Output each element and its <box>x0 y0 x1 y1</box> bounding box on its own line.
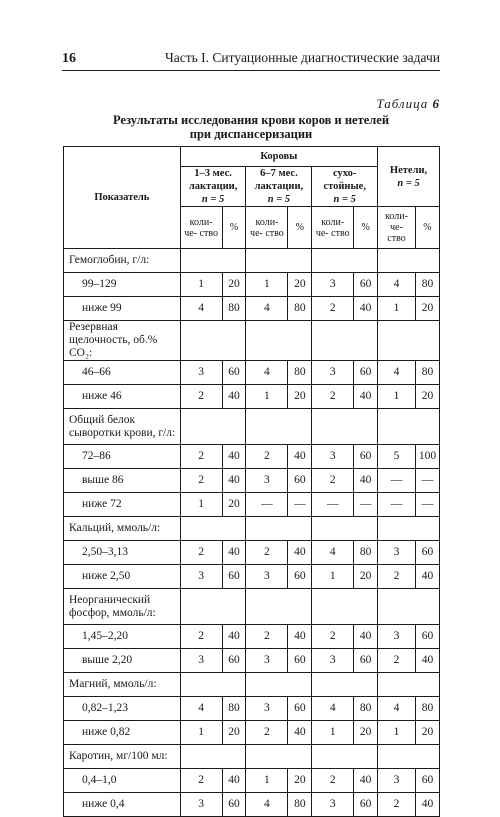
count-cell: 2 <box>378 793 416 817</box>
indicator-group-row <box>64 249 440 273</box>
empty-cell <box>288 673 312 697</box>
heifers-label: Нетели, <box>389 164 428 176</box>
count-cell: 3 <box>378 625 416 649</box>
pct-header: % <box>354 207 378 249</box>
count-cell: 4 <box>378 273 416 297</box>
empty-cell <box>312 321 354 361</box>
empty-cell <box>354 517 378 541</box>
count-cell: 3 <box>312 273 354 297</box>
percent-cell: — <box>288 493 312 517</box>
percent-cell: 60 <box>354 273 378 297</box>
empty-cell <box>288 517 312 541</box>
empty-cell <box>354 589 378 625</box>
count-cell: 2 <box>180 625 222 649</box>
percent-cell: 80 <box>415 273 439 297</box>
page-number: 16 <box>62 51 76 66</box>
table-row <box>64 625 440 649</box>
percent-cell: — <box>354 493 378 517</box>
percent-cell: 80 <box>288 297 312 321</box>
table-row <box>64 769 440 793</box>
percent-cell: 80 <box>415 361 439 385</box>
count-cell: 1 <box>246 273 288 297</box>
empty-cell <box>378 321 416 361</box>
count-cell: 2 <box>312 625 354 649</box>
range-label: ниже 99 <box>64 297 181 321</box>
empty-cell <box>415 321 439 361</box>
range-label: ниже 72 <box>64 493 181 517</box>
indicator-group-row <box>64 673 440 697</box>
pct-header: % <box>288 207 312 249</box>
count-cell: 4 <box>246 297 288 321</box>
count-cell: 4 <box>312 541 354 565</box>
percent-cell: 40 <box>222 769 246 793</box>
table-row <box>64 493 440 517</box>
percent-cell: — <box>415 493 439 517</box>
empty-cell <box>354 673 378 697</box>
empty-cell <box>222 409 246 445</box>
group3-n: n = 5 <box>333 194 356 205</box>
count-cell: 4 <box>246 361 288 385</box>
empty-cell <box>378 517 416 541</box>
heifers-header <box>378 147 440 207</box>
percent-cell: 20 <box>222 721 246 745</box>
range-label: 99–129 <box>64 273 181 297</box>
count-cell: 3 <box>378 769 416 793</box>
table-row <box>64 445 440 469</box>
range-label: ниже 0,4 <box>64 793 181 817</box>
qty-header: коли- че- ство <box>180 207 222 249</box>
table-row <box>64 297 440 321</box>
count-cell: 2 <box>312 297 354 321</box>
qty-header: коли- че- ство <box>312 207 354 249</box>
empty-cell <box>415 589 439 625</box>
pct-header: % <box>222 207 246 249</box>
heifers-n: n = 5 <box>397 177 420 189</box>
empty-cell <box>246 249 288 273</box>
count-cell: 4 <box>378 361 416 385</box>
empty-cell <box>354 409 378 445</box>
empty-cell <box>222 321 246 361</box>
percent-cell: 100 <box>415 445 439 469</box>
range-label: 2,50–3,13 <box>64 541 181 565</box>
empty-cell <box>222 249 246 273</box>
empty-cell <box>312 249 354 273</box>
range-label: ниже 46 <box>64 385 181 409</box>
percent-cell: 80 <box>415 697 439 721</box>
percent-cell: 20 <box>222 493 246 517</box>
qty-header: коли- че- ство <box>246 207 288 249</box>
percent-cell: 60 <box>354 793 378 817</box>
percent-cell: 60 <box>354 445 378 469</box>
count-cell: 2 <box>312 469 354 493</box>
count-cell: 1 <box>378 297 416 321</box>
table-row <box>64 541 440 565</box>
table-body <box>64 249 440 817</box>
empty-cell <box>288 745 312 769</box>
empty-cell <box>180 745 222 769</box>
count-cell: — <box>312 493 354 517</box>
table-row <box>64 649 440 673</box>
percent-cell: 40 <box>354 625 378 649</box>
percent-cell: 40 <box>354 385 378 409</box>
empty-cell <box>288 249 312 273</box>
count-cell: 1 <box>312 565 354 589</box>
count-cell: 3 <box>378 541 416 565</box>
table-label-number: 6 <box>432 96 440 111</box>
empty-cell <box>312 673 354 697</box>
empty-cell <box>378 589 416 625</box>
count-cell: 2 <box>180 541 222 565</box>
percent-cell: 40 <box>222 625 246 649</box>
empty-cell <box>180 589 222 625</box>
empty-cell <box>312 517 354 541</box>
count-cell: 1 <box>180 721 222 745</box>
count-cell: 3 <box>312 361 354 385</box>
percent-cell: 40 <box>354 769 378 793</box>
count-cell: 1 <box>378 385 416 409</box>
table-row <box>64 385 440 409</box>
empty-cell <box>415 745 439 769</box>
table-row <box>64 697 440 721</box>
cows-header: Коровы <box>180 147 377 167</box>
qty-header: коли- че- ство <box>378 207 416 249</box>
count-cell: 2 <box>246 721 288 745</box>
empty-cell <box>354 745 378 769</box>
empty-cell <box>354 321 378 361</box>
indicator-group-row <box>64 517 440 541</box>
count-cell: 3 <box>312 649 354 673</box>
empty-cell <box>415 409 439 445</box>
count-cell: 3 <box>180 649 222 673</box>
indicator-label: Гемоглобин, г/л: <box>64 249 181 273</box>
indicator-label: Каротин, мг/100 мл: <box>64 745 181 769</box>
empty-cell <box>180 517 222 541</box>
empty-cell <box>222 673 246 697</box>
indicator-group-row <box>64 745 440 769</box>
count-cell: — <box>378 469 416 493</box>
percent-cell: 80 <box>288 361 312 385</box>
range-label: 46–66 <box>64 361 181 385</box>
percent-cell: 40 <box>415 793 439 817</box>
empty-cell <box>246 673 288 697</box>
percent-cell: 40 <box>288 445 312 469</box>
percent-cell: 60 <box>288 469 312 493</box>
percent-cell: 40 <box>288 625 312 649</box>
range-label: 0,4–1,0 <box>64 769 181 793</box>
group2-header <box>246 167 312 207</box>
percent-cell: 40 <box>354 297 378 321</box>
percent-cell: 40 <box>288 721 312 745</box>
count-cell: 1 <box>378 721 416 745</box>
range-label: 1,45–2,20 <box>64 625 181 649</box>
count-cell: 3 <box>180 361 222 385</box>
count-cell: 2 <box>312 385 354 409</box>
percent-cell: 60 <box>415 625 439 649</box>
empty-cell <box>222 589 246 625</box>
count-cell: 1 <box>246 769 288 793</box>
count-cell: — <box>378 493 416 517</box>
count-cell: 2 <box>378 565 416 589</box>
empty-cell <box>354 249 378 273</box>
percent-cell: 60 <box>415 769 439 793</box>
range-label: выше 2,20 <box>64 649 181 673</box>
group1-label: 1–3 мес. лактации, <box>188 168 238 192</box>
percent-cell: 40 <box>415 649 439 673</box>
empty-cell <box>378 249 416 273</box>
empty-cell <box>312 589 354 625</box>
percent-cell: 60 <box>222 361 246 385</box>
percent-cell: 80 <box>288 793 312 817</box>
empty-cell <box>246 745 288 769</box>
percent-cell: 60 <box>222 793 246 817</box>
empty-cell <box>246 517 288 541</box>
percent-cell: 40 <box>222 469 246 493</box>
indicator-group-row <box>64 589 440 625</box>
range-label: выше 86 <box>64 469 181 493</box>
empty-cell <box>378 409 416 445</box>
range-label: 0,82–1,23 <box>64 697 181 721</box>
table-row <box>64 721 440 745</box>
indicator-group-row <box>64 409 440 445</box>
percent-cell: 60 <box>288 565 312 589</box>
group1-header <box>180 167 246 207</box>
indicator-label: Общий белок сыворотки крови, г/л: <box>64 409 181 445</box>
indicator-label: Неорганический фосфор, ммоль/л: <box>64 589 181 625</box>
percent-cell: 80 <box>222 697 246 721</box>
percent-cell: 60 <box>415 541 439 565</box>
count-cell: 2 <box>312 769 354 793</box>
percent-cell: 20 <box>288 273 312 297</box>
empty-cell <box>288 321 312 361</box>
empty-cell <box>180 409 222 445</box>
running-header <box>62 50 440 71</box>
group3-header <box>312 167 378 207</box>
percent-cell: 60 <box>354 361 378 385</box>
percent-cell: 60 <box>354 649 378 673</box>
table-row <box>64 565 440 589</box>
empty-cell <box>312 745 354 769</box>
indicator-label: Кальций, ммоль/л: <box>64 517 181 541</box>
count-cell: 4 <box>246 793 288 817</box>
caption-line-2: при диспансеризации <box>189 127 313 141</box>
count-cell: 3 <box>246 697 288 721</box>
count-cell: 2 <box>246 445 288 469</box>
table-caption <box>62 113 440 141</box>
empty-cell <box>246 321 288 361</box>
percent-cell: 80 <box>354 541 378 565</box>
count-cell: 3 <box>180 565 222 589</box>
group2-n: n = 5 <box>267 194 291 205</box>
indicator-label: Резервная щелочность, об.% CO₂: <box>64 321 181 361</box>
pct-header: % <box>415 207 439 249</box>
table-row <box>64 273 440 297</box>
percent-cell: 40 <box>222 445 246 469</box>
empty-cell <box>180 249 222 273</box>
empty-cell <box>378 673 416 697</box>
count-cell: 5 <box>378 445 416 469</box>
count-cell: 3 <box>246 565 288 589</box>
empty-cell <box>180 673 222 697</box>
percent-cell: 40 <box>288 541 312 565</box>
table-row <box>64 469 440 493</box>
percent-cell: 20 <box>354 565 378 589</box>
empty-cell <box>415 673 439 697</box>
percent-cell: 60 <box>288 649 312 673</box>
count-cell: 4 <box>180 697 222 721</box>
empty-cell <box>246 409 288 445</box>
table-label <box>376 96 440 112</box>
empty-cell <box>312 409 354 445</box>
count-cell: 1 <box>312 721 354 745</box>
count-cell: 3 <box>312 445 354 469</box>
count-cell: 4 <box>180 297 222 321</box>
empty-cell <box>415 249 439 273</box>
count-cell: 3 <box>246 649 288 673</box>
range-label: 72–86 <box>64 445 181 469</box>
caption-line-1: Результаты исследования крови коров и нетелей <box>112 113 390 127</box>
count-cell: 4 <box>312 697 354 721</box>
percent-cell: 20 <box>222 273 246 297</box>
group3-label: сухо- стойные, <box>323 168 366 192</box>
empty-cell <box>288 409 312 445</box>
percent-cell: 60 <box>222 565 246 589</box>
count-cell: — <box>246 493 288 517</box>
empty-cell <box>222 517 246 541</box>
empty-cell <box>415 517 439 541</box>
empty-cell <box>180 321 222 361</box>
count-cell: 2 <box>378 649 416 673</box>
percent-cell: 60 <box>288 697 312 721</box>
count-cell: 2 <box>246 541 288 565</box>
percent-cell: 20 <box>415 721 439 745</box>
indicator-header: Показатель <box>64 147 181 249</box>
range-label: ниже 0,82 <box>64 721 181 745</box>
percent-cell: — <box>415 469 439 493</box>
percent-cell: 20 <box>354 721 378 745</box>
percent-cell: 20 <box>415 385 439 409</box>
empty-cell <box>246 589 288 625</box>
table-label-prefix: Таблица <box>376 96 429 111</box>
count-cell: 2 <box>180 769 222 793</box>
group2-label: 6–7 мес. лактации, <box>254 168 304 192</box>
percent-cell: 80 <box>222 297 246 321</box>
count-cell: 3 <box>312 793 354 817</box>
table-row <box>64 793 440 817</box>
count-cell: 3 <box>246 469 288 493</box>
count-cell: 4 <box>378 697 416 721</box>
indicator-group-row <box>64 321 440 361</box>
percent-cell: 40 <box>354 469 378 493</box>
percent-cell: 60 <box>222 649 246 673</box>
table-row <box>64 361 440 385</box>
empty-cell <box>378 745 416 769</box>
count-cell: 2 <box>180 469 222 493</box>
group1-n: n = 5 <box>201 194 225 205</box>
percent-cell: 40 <box>415 565 439 589</box>
count-cell: 2 <box>180 445 222 469</box>
count-cell: 2 <box>180 385 222 409</box>
count-cell: 2 <box>246 625 288 649</box>
count-cell: 3 <box>180 793 222 817</box>
indicator-label: Магний, ммоль/л: <box>64 673 181 697</box>
percent-cell: 20 <box>288 769 312 793</box>
percent-cell: 80 <box>354 697 378 721</box>
percent-cell: 20 <box>288 385 312 409</box>
count-cell: 1 <box>246 385 288 409</box>
percent-cell: 40 <box>222 541 246 565</box>
percent-cell: 20 <box>415 297 439 321</box>
range-label: ниже 2,50 <box>64 565 181 589</box>
percent-cell: 40 <box>222 385 246 409</box>
count-cell: 1 <box>180 493 222 517</box>
empty-cell <box>222 745 246 769</box>
running-title: Часть I. Ситуационные диагностические задачи <box>164 50 440 65</box>
count-cell: 1 <box>180 273 222 297</box>
empty-cell <box>288 589 312 625</box>
blood-results-table <box>63 146 440 817</box>
